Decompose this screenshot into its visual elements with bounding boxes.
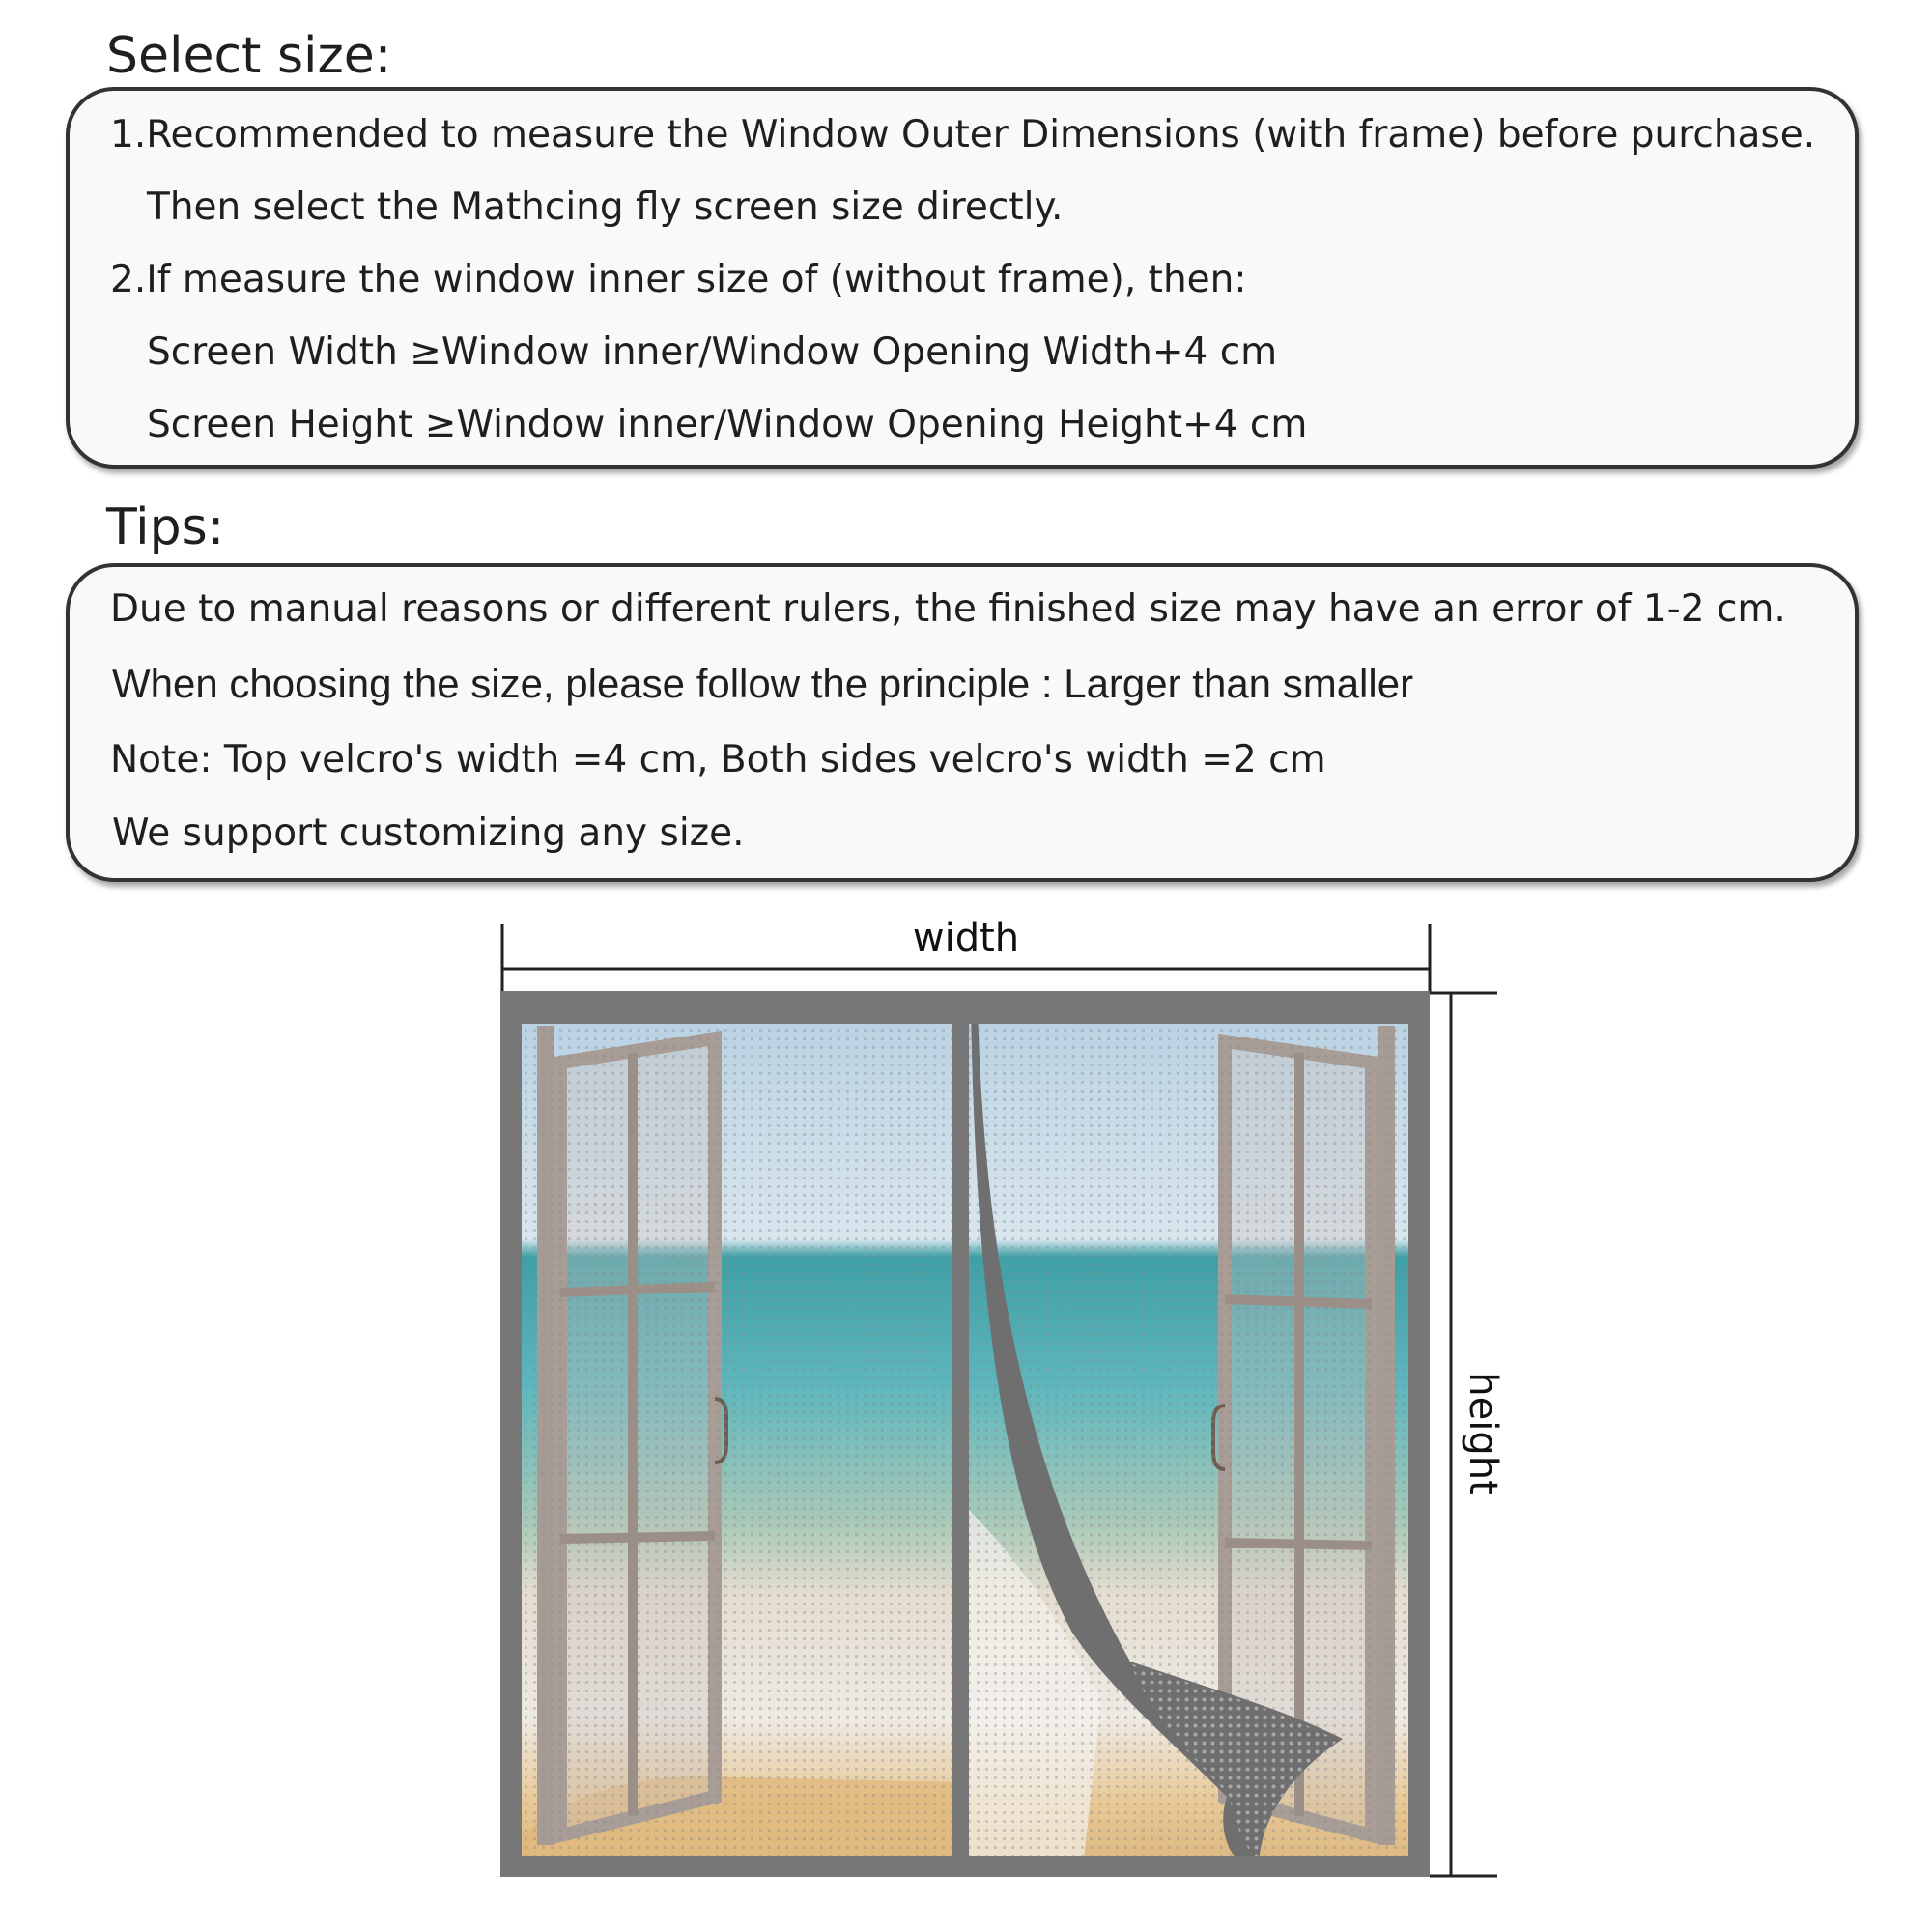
tip-line-1: Due to manual reasons or different rulers, the finished size may have an error of 1-2 cm. (110, 587, 1786, 631)
tip-line-2: When choosing the size, please follow the principle : Larger than smaller (112, 661, 1414, 706)
height-formula: Screen Height ≥Window inner/Window Opening Height+4 cm (147, 403, 1308, 446)
select-size-heading: Select size: (106, 27, 392, 85)
width-formula: Screen Width ≥Window inner/Window Opening Width+4 cm (147, 330, 1278, 374)
tip-line-3: Note: Top velcro's width =4 cm, Both sides velcro's width =2 cm (110, 738, 1326, 781)
width-label: width (912, 916, 1020, 960)
tips-heading: Tips: (106, 498, 225, 556)
instruction-line-1: 1.Recommended to measure the Window Outer Dimensions (with frame) before purchase. (110, 113, 1816, 156)
instruction-line-2: Then select the Mathcing fly screen size directly. (147, 185, 1064, 229)
instruction-line-3: 2.If measure the window inner size of (without frame), then: (110, 258, 1247, 301)
height-label: height (1461, 1372, 1505, 1495)
tip-line-4: We support customizing any size. (112, 811, 745, 855)
